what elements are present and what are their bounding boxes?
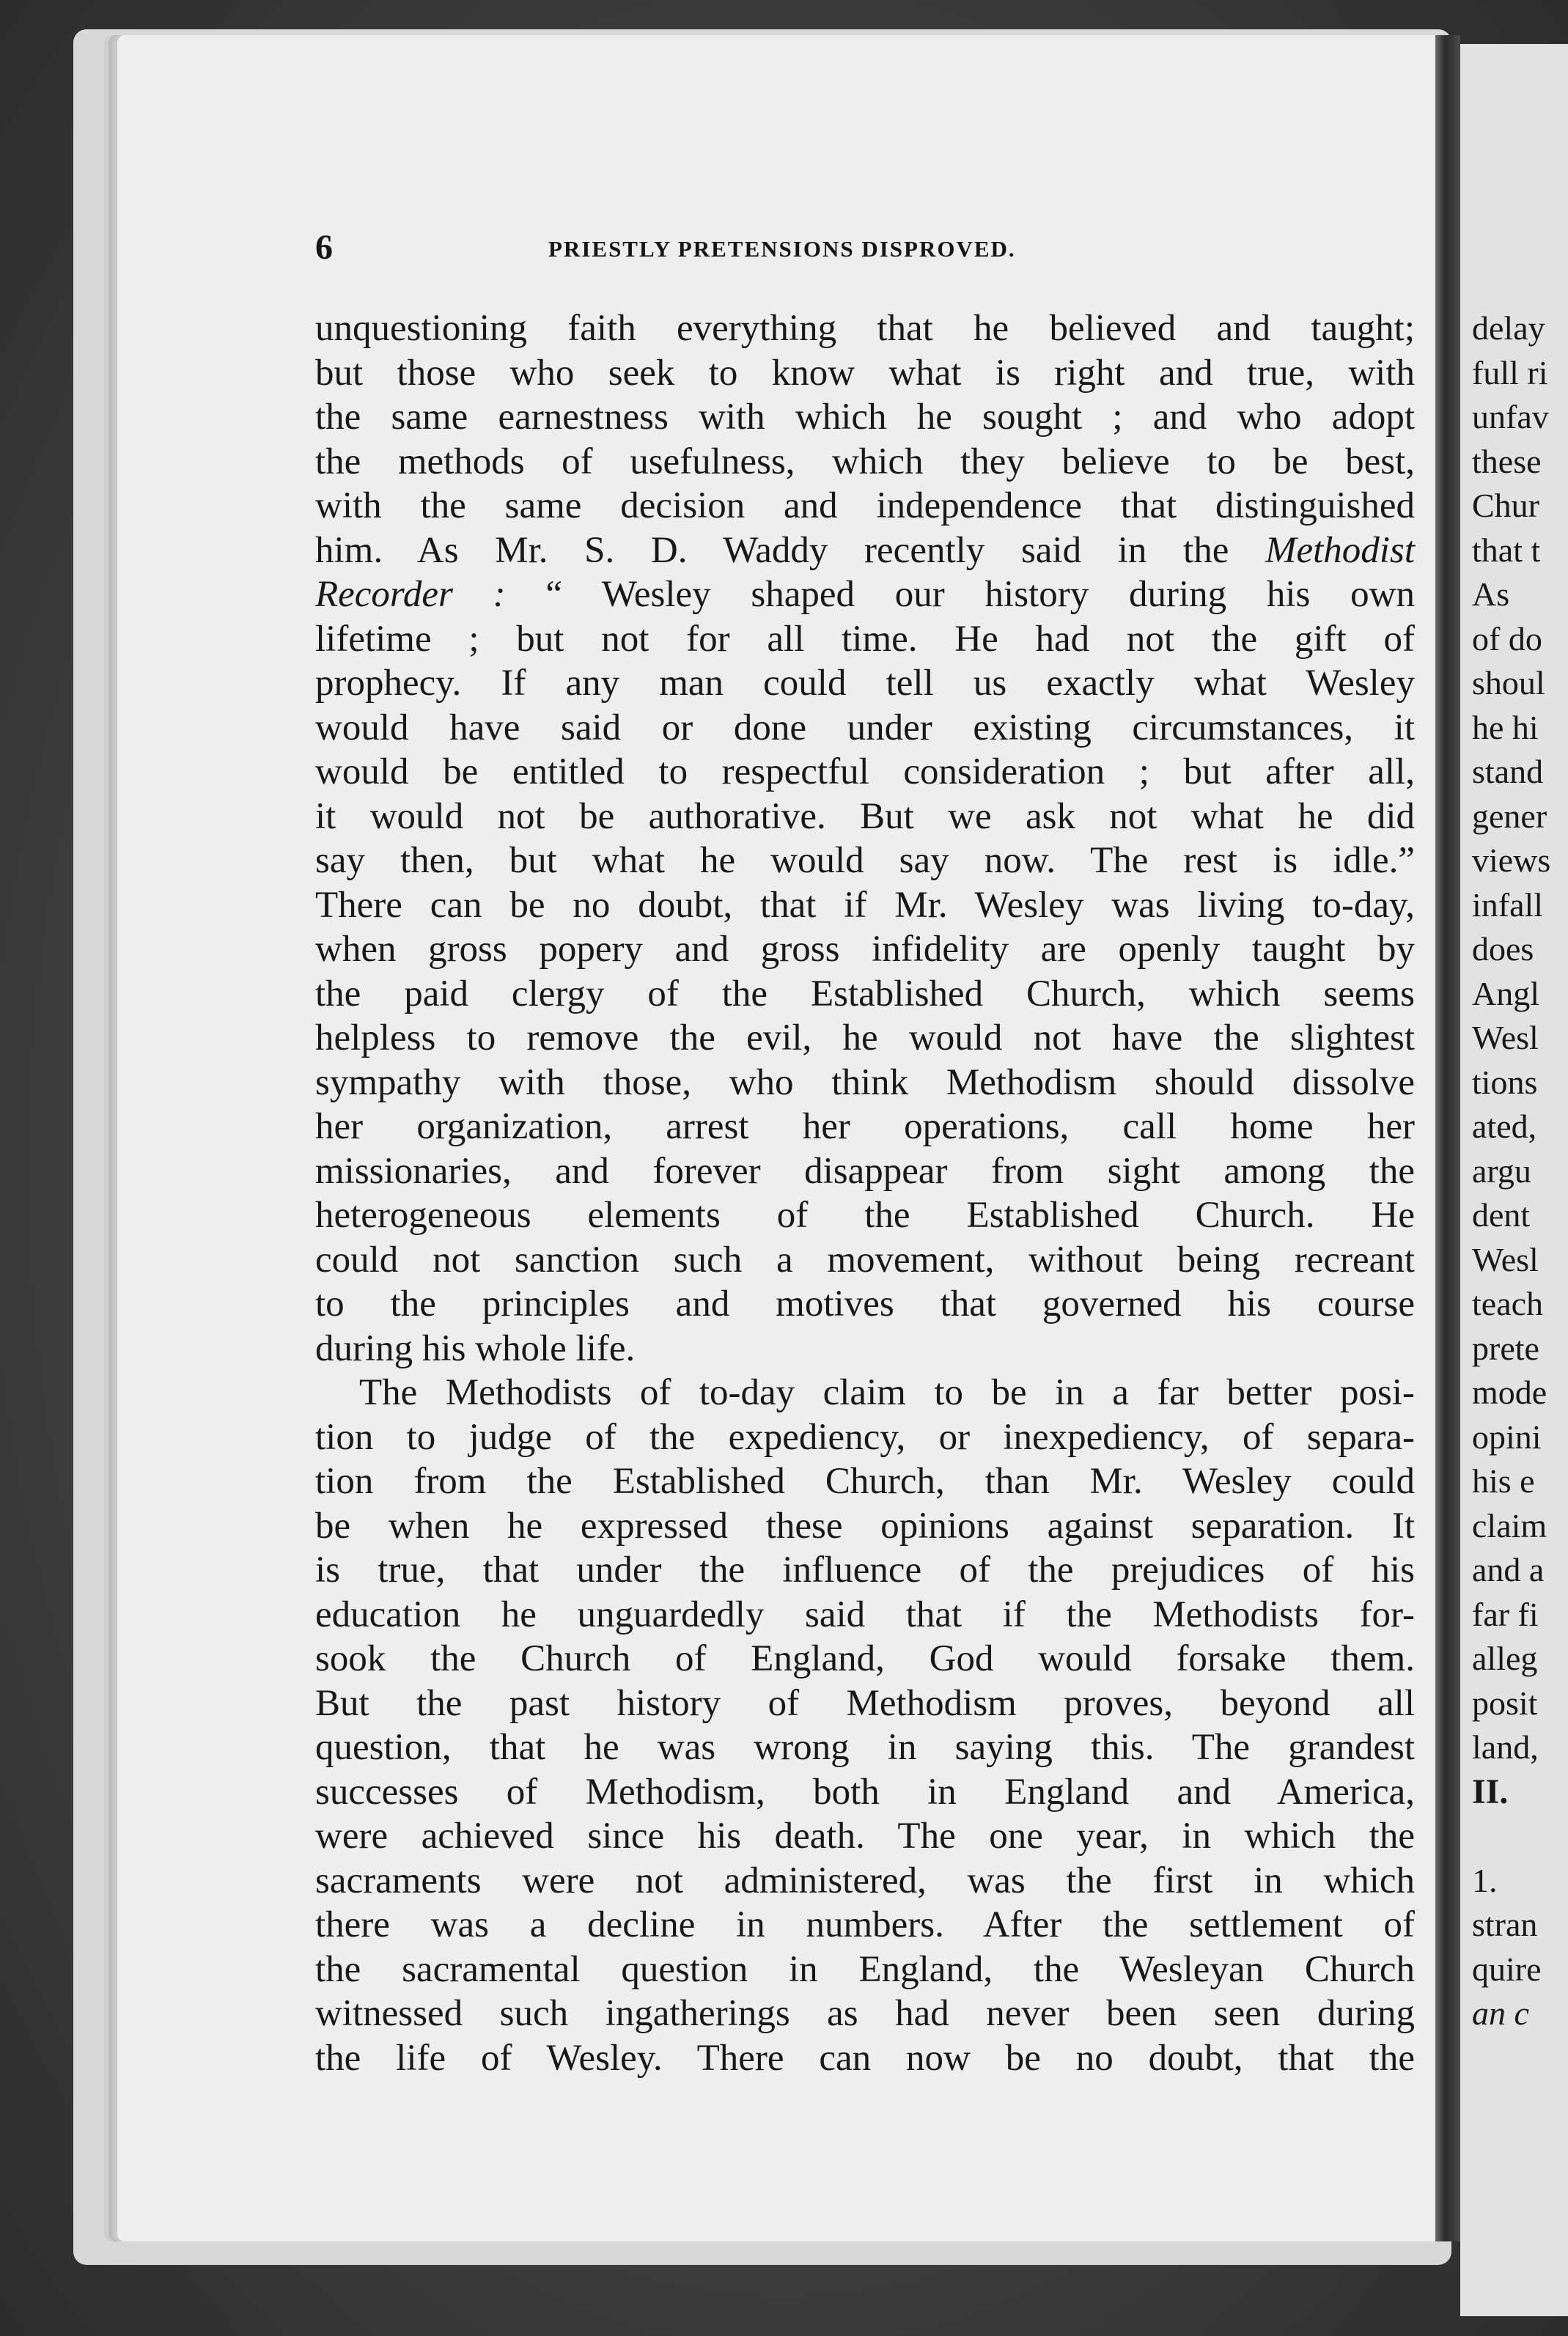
facing-text-line: posit — [1472, 1684, 1538, 1722]
page-header — [315, 227, 1415, 279]
facing-text-line: Angl — [1472, 974, 1539, 1012]
line-text: witnessed such ingatherings as had never been seen during — [315, 1993, 1415, 2034]
line-text: the paid clergy of the Established Church, which seems — [315, 973, 1415, 1014]
text-line — [315, 351, 1415, 396]
facing-text-line: his e — [1472, 1462, 1535, 1500]
text-line — [315, 1282, 1415, 1327]
line-text: with the same decision and independence that distinguished — [315, 485, 1415, 526]
line-text: helpless to remove the evil, he would not have the slightest — [315, 1017, 1415, 1058]
line-text: it would not be authorative. But we ask not what he did — [315, 795, 1415, 837]
facing-text-line: shoul — [1472, 664, 1545, 701]
facing-text-line: mode — [1472, 1374, 1547, 1411]
line-text: sacraments were not administered, was the first in which — [315, 1860, 1415, 1901]
line-text: there was a decline in numbers. After the settlement of — [315, 1904, 1415, 1945]
text-line — [315, 795, 1415, 839]
line-text: “ Wesley shaped our history during his own — [505, 574, 1415, 615]
line-text: unquestioning faith everything that he believed and taught; — [315, 308, 1415, 349]
line-text: the same earnestness with which he sought ; and who adopt — [315, 397, 1415, 438]
facing-text-line: stand — [1472, 753, 1544, 790]
facing-text-line: full ri — [1472, 353, 1548, 391]
text-line — [315, 661, 1415, 706]
facing-text-line — [1472, 1814, 1568, 1859]
line-text: heterogeneous elements of the Established Church. He — [315, 1195, 1415, 1236]
facing-text-line: that t — [1472, 531, 1541, 569]
text-line — [315, 1948, 1415, 1992]
facing-text-line: stran — [1472, 1906, 1538, 1943]
line-text: The Methodists of to-day claim to be in a far better posi- — [359, 1372, 1415, 1413]
facing-text-line: claim — [1472, 1506, 1547, 1544]
line-text: could not sanction such a movement, without being recreant — [315, 1239, 1415, 1281]
line-text: say then, but what he would say now. The rest is idle.” — [315, 840, 1415, 881]
text-line — [315, 1593, 1415, 1637]
text-line — [315, 1637, 1415, 1681]
text-line — [315, 1371, 1415, 1415]
facing-page-text — [1472, 306, 1568, 2036]
facing-text-line: tions — [1472, 1063, 1538, 1101]
line-text: sympathy with those, who think Methodism should dissolve — [315, 1061, 1415, 1103]
running-title: PRIESTLY PRETENSIONS DISPROVED. — [548, 236, 1016, 262]
line-text: during his whole life. — [315, 1327, 636, 1369]
facing-text-line: of do — [1472, 619, 1542, 657]
facing-text-line: infall — [1472, 885, 1544, 924]
facing-text-line: II. — [1472, 1772, 1509, 1811]
text-line — [315, 1149, 1415, 1194]
body-text — [315, 306, 1415, 2080]
text-line — [315, 972, 1415, 1017]
text-line — [315, 1238, 1415, 1283]
facing-text-line: these — [1472, 442, 1542, 480]
line-text: But the past history of Methodism proves, beyond all — [315, 1682, 1415, 1724]
italic-text: Methodist — [1265, 529, 1415, 571]
text-line — [315, 1992, 1415, 2036]
line-text: tion to judge of the expediency, or inexpediency, of separa- — [315, 1416, 1415, 1458]
line-text: question, that he was wrong in saying this. The grandest — [315, 1727, 1415, 1768]
facing-text-line: views — [1472, 841, 1551, 879]
line-text: were achieved since his death. The one year, in which the — [315, 1816, 1415, 1857]
book-gutter — [1435, 35, 1460, 2241]
text-line — [315, 1016, 1415, 1061]
italic-text: Recorder : — [315, 574, 506, 615]
facing-text-line: alleg — [1472, 1640, 1538, 1677]
line-text: missionaries, and forever disappear from sight among the — [315, 1150, 1415, 1192]
text-line — [315, 528, 1415, 573]
line-text: There can be no doubt, that if Mr. Wesley was living to-day, — [315, 884, 1415, 926]
text-line — [315, 706, 1415, 751]
line-text: him. As Mr. S. D. Waddy recently said in the — [315, 529, 1266, 571]
text-line — [315, 617, 1415, 662]
facing-text-line: argu — [1472, 1152, 1531, 1190]
text-line — [315, 1105, 1415, 1149]
text-line — [315, 927, 1415, 972]
facing-text-line: gener — [1472, 797, 1547, 835]
facing-text-line: Wesl — [1472, 1019, 1539, 1056]
text-line — [315, 1903, 1415, 1948]
line-text: the methods of usefulness, which they believe to be best, — [315, 441, 1415, 482]
line-text: the life of Wesley. There can now be no doubt, that the — [315, 2037, 1415, 2079]
text-line — [315, 395, 1415, 440]
text-line — [315, 440, 1415, 484]
text-line — [315, 1814, 1415, 1859]
text-line — [315, 883, 1415, 928]
line-text: her organization, arrest her operations, call home her — [315, 1106, 1415, 1147]
line-text: the sacramental question in England, the Wesleyan Church — [315, 1948, 1415, 1990]
line-text: to the principles and motives that governed his course — [315, 1283, 1415, 1324]
facing-text-line: dent — [1472, 1196, 1531, 1234]
facing-text-line: an c — [1472, 1994, 1529, 2032]
text-line — [315, 572, 1415, 617]
facing-text-line: and a — [1472, 1551, 1545, 1588]
text-line — [315, 1548, 1415, 1593]
line-text: is true, that under the influence of the prejudices of his — [315, 1550, 1415, 1591]
text-line — [315, 1770, 1415, 1815]
line-text: be when he expressed these opinions against separation. It — [315, 1505, 1415, 1547]
line-text: sook the Church of England, God would forsake them. — [315, 1638, 1415, 1679]
text-line — [315, 1859, 1415, 1904]
text-line — [315, 1193, 1415, 1238]
text-line — [315, 1725, 1415, 1770]
text-line — [315, 1459, 1415, 1504]
text-line — [315, 1504, 1415, 1549]
facing-text-line: Wesl — [1472, 1240, 1539, 1278]
facing-text-line: teach — [1472, 1285, 1544, 1322]
page-number: 6 — [315, 228, 333, 267]
facing-text-line: Chur — [1472, 487, 1539, 524]
facing-text-line: 1. — [1472, 1861, 1498, 1899]
line-text: successes of Methodism, both in England and America, — [315, 1771, 1415, 1813]
line-text: education he unguardedly said that if the Methodists for- — [315, 1593, 1415, 1635]
facing-text-line: opini — [1472, 1418, 1542, 1456]
facing-text-line: he hi — [1472, 708, 1539, 746]
line-text: but those who seek to know what is right and true, with — [315, 352, 1415, 394]
facing-text-line: does — [1472, 930, 1534, 968]
facing-text-line: prete — [1472, 1329, 1539, 1367]
text-line — [315, 750, 1415, 795]
line-text: would have said or done under existing circumstances, it — [315, 707, 1415, 748]
facing-text-line: quire — [1472, 1950, 1542, 1988]
line-text: when gross popery and gross infidelity are openly taught by — [315, 929, 1415, 970]
text-line — [315, 484, 1415, 528]
facing-text-line: As — [1472, 575, 1510, 613]
text-line — [315, 1327, 1415, 1371]
facing-text-line: far fi — [1472, 1595, 1539, 1633]
line-text: would be entitled to respectful consideration ; but after all, — [315, 751, 1415, 792]
facing-text-line: delay — [1472, 309, 1545, 347]
line-text: tion from the Established Church, than Mr. Wesley could — [315, 1461, 1415, 1502]
text-line — [315, 2036, 1415, 2081]
facing-text-line: land, — [1472, 1728, 1539, 1766]
line-text: lifetime ; but not for all time. He had not the gift of — [315, 618, 1415, 660]
text-line — [315, 1061, 1415, 1105]
text-line — [315, 306, 1415, 351]
text-line — [315, 1681, 1415, 1726]
line-text: prophecy. If any man could tell us exactly what Wesley — [315, 663, 1415, 704]
text-line — [315, 1415, 1415, 1460]
facing-text-line: unfav — [1472, 398, 1549, 435]
facing-text-line: ated, — [1472, 1108, 1537, 1145]
text-line — [315, 839, 1415, 883]
